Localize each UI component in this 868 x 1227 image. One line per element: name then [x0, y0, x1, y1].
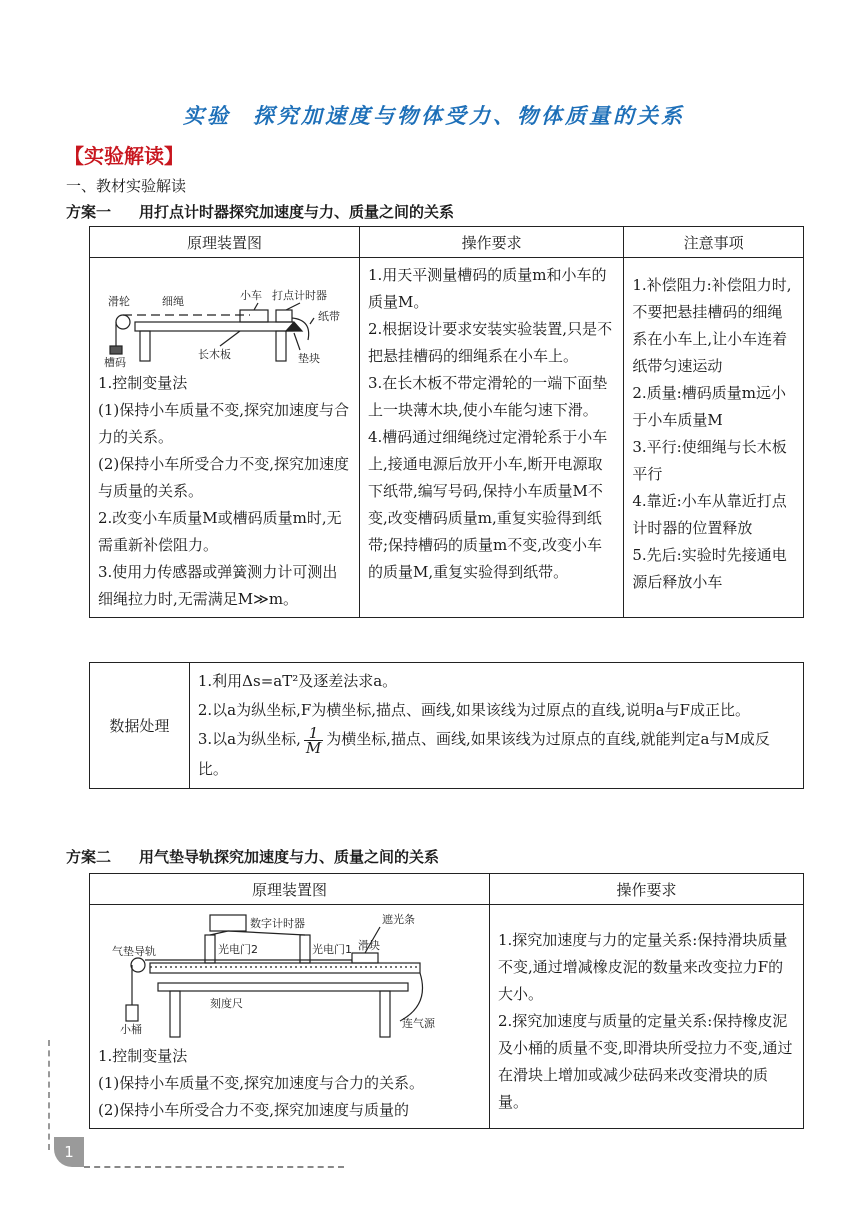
s1-notes-cell	[624, 258, 804, 618]
s1-operation-line: 4.槽码通过细绳绕过定滑轮系于小车上,接通电源后放开小车,断开电源取下纸带,编写号码,保持小车质量M不变,改变槽码质量m,重复实验得到纸带;保持槽码的质量m不变,改变小车的质量M,重复实验得到纸带。	[367, 428, 608, 581]
s2-principle-cell	[90, 905, 490, 1129]
s1-note-line: 3.平行:使细绳与长木板平行	[632, 438, 787, 483]
s1-label-tape: 纸带	[318, 310, 340, 323]
s1-timer	[276, 310, 292, 322]
section-tag: 【实验解读】	[64, 144, 184, 168]
s1-label-timer: 打点计时器	[272, 289, 327, 302]
s1-data-line: 2.以a为纵坐标,F为横坐标,描点、画线,如果该线为过原点的直线,说明a与F成正比。	[197, 701, 750, 719]
title-part1: 实验	[183, 103, 231, 128]
s2-principle-line: (1)保持小车质量不变,探究加速度与合力的关系。	[98, 1074, 425, 1092]
s2-operation-line: 1.探究加速度与力的定量关系:保持滑块质量不变,通过增减橡皮泥的数量来改变拉力F的大小。	[497, 931, 788, 1003]
s2-gate2	[205, 935, 215, 963]
fraction-denominator: M	[305, 738, 322, 757]
s1-operation-line: 2.根据设计要求安装实验装置,只是不把悬挂槽码的细绳系在小车上。	[367, 320, 613, 365]
s1-d3-pre: 3.以a为纵坐标,	[197, 730, 301, 748]
scheme1-label: 方案一	[66, 203, 112, 221]
s1-notes-text	[624, 258, 803, 600]
page-number: 1	[54, 1137, 84, 1167]
s2-apparatus-diagram	[90, 905, 488, 1043]
s2-operation-text	[490, 905, 803, 1120]
s2-gate1	[300, 935, 310, 963]
s1-header-notes: 注意事项	[624, 227, 804, 258]
s1-note-line: 2.质量:槽码质量m远小于小车质量M	[632, 384, 786, 429]
s1-label-board: 长木板	[198, 348, 231, 361]
s1-apparatus-diagram	[90, 258, 358, 370]
s1-cart	[240, 310, 268, 322]
s2-label-ruler: 刻度尺	[210, 997, 243, 1010]
subhead: 一、教材实验解读	[66, 177, 187, 195]
s2-principle-text	[90, 1043, 489, 1128]
s1-data-label: 数据处理	[90, 663, 190, 789]
s1-data-line	[198, 725, 795, 784]
s1-header-principle: 原理装置图	[90, 227, 360, 258]
footer-dashed-line	[84, 1166, 344, 1168]
s2-label-shading: 遮光条	[382, 913, 415, 926]
inverse-mass-fraction	[304, 723, 323, 757]
s1-data-cell	[189, 663, 803, 789]
s1-pulley	[116, 315, 130, 329]
scheme2-label: 方案二	[66, 848, 112, 866]
s2-operation-line: 2.探究加速度与质量的定量关系:保持橡皮泥及小桶的质量不变,即滑块所受拉力不变,通过在滑块上增加或减少砝码来改变滑块的质量。	[497, 1012, 793, 1111]
s1-weight	[110, 346, 122, 354]
s1-operation-cell	[359, 258, 623, 618]
s2-timer-box	[210, 915, 246, 931]
scheme1-table	[89, 226, 804, 618]
s1-principle-line: (1)保持小车质量不变,探究加速度与合力的关系。	[98, 401, 350, 446]
s1-note-line: 4.靠近:小车从靠近打点计时器的位置释放	[632, 492, 787, 537]
s1-principle-line: 1.控制变量法	[98, 374, 188, 392]
s2-ruler	[158, 983, 408, 991]
s2-label-rail: 气垫导轨	[112, 945, 156, 958]
s2-label-air: 连气源	[402, 1017, 435, 1030]
s1-board	[135, 322, 293, 331]
s1-label-block: 垫块	[298, 352, 320, 365]
s1-d3-post: 为横坐标,描点、画线,如果该线为过原点的直线,就能判定a与M成反比。	[197, 730, 770, 778]
s2-label-timer: 数字计时器	[250, 917, 305, 930]
title-part2: 探究加速度与物体受力、物体质量的关系	[253, 103, 685, 128]
s1-note-line: 5.先后:实验时先接通电源后释放小车	[632, 546, 787, 591]
s2-label-gate2: 光电门2	[218, 943, 258, 956]
s2-label-gate1: 光电门1	[312, 943, 352, 956]
scheme2-heading	[66, 846, 439, 867]
s1-principle-line: 3.使用力传感器或弹簧测力计可测出细绳拉力时,无需满足M≫m。	[98, 563, 338, 608]
s1-note-line: 1.补偿阻力:补偿阻力时,不要把悬挂槽码的细绳系在小车上,让小车连着纸带匀速运动	[632, 276, 792, 375]
s1-operation-text	[360, 258, 623, 590]
s1-data-text	[190, 663, 803, 788]
s2-label-bucket: 小桶	[120, 1023, 142, 1036]
s1-operation-line: 1.用天平测量槽码的质量m和小车的质量M。	[367, 266, 607, 311]
s1-operation-line: 3.在长木板不带定滑轮的一端下面垫上一块薄木块,使小车能匀速下滑。	[367, 374, 608, 419]
s1-principle-line: 2.改变小车质量M或槽码质量m时,无需重新补偿阻力。	[98, 509, 342, 554]
scheme1-data-table	[89, 662, 804, 789]
s2-principle-line: 1.控制变量法	[98, 1047, 188, 1065]
scheme2-text: 用气垫导轨探究加速度与力、质量之间的关系	[139, 848, 440, 866]
s1-label-weight: 槽码	[104, 356, 126, 369]
s2-slider	[352, 953, 378, 963]
s1-principle-cell	[90, 258, 360, 618]
s1-label-pulley: 滑轮	[108, 295, 130, 308]
s1-label-cart: 小车	[240, 289, 262, 302]
s1-label-string: 细绳	[162, 295, 184, 308]
scheme1-heading	[66, 201, 454, 222]
s1-header-operation: 操作要求	[359, 227, 623, 258]
s2-pulley	[131, 958, 145, 972]
s2-principle-line: (2)保持小车所受合力不变,探究加速度与质量的	[98, 1101, 410, 1119]
s1-data-line: 1.利用Δs=aT²及逐差法求a。	[197, 672, 398, 690]
s2-header-principle: 原理装置图	[90, 874, 490, 905]
scheme1-text: 用打点计时器探究加速度与力、质量之间的关系	[139, 203, 455, 221]
s2-rail	[150, 963, 420, 973]
s1-principle-text	[90, 370, 359, 617]
scheme2-table	[89, 873, 804, 1129]
page-title	[0, 100, 868, 130]
s2-header-operation: 操作要求	[489, 874, 803, 905]
s2-label-slider: 滑块	[358, 939, 380, 952]
s2-operation-cell	[489, 905, 803, 1129]
margin-dashed-bar	[48, 1040, 50, 1150]
s1-principle-line: (2)保持小车所受合力不变,探究加速度与质量的关系。	[98, 455, 350, 500]
s2-bucket	[126, 1005, 138, 1021]
fraction-numerator: 1	[304, 726, 323, 741]
